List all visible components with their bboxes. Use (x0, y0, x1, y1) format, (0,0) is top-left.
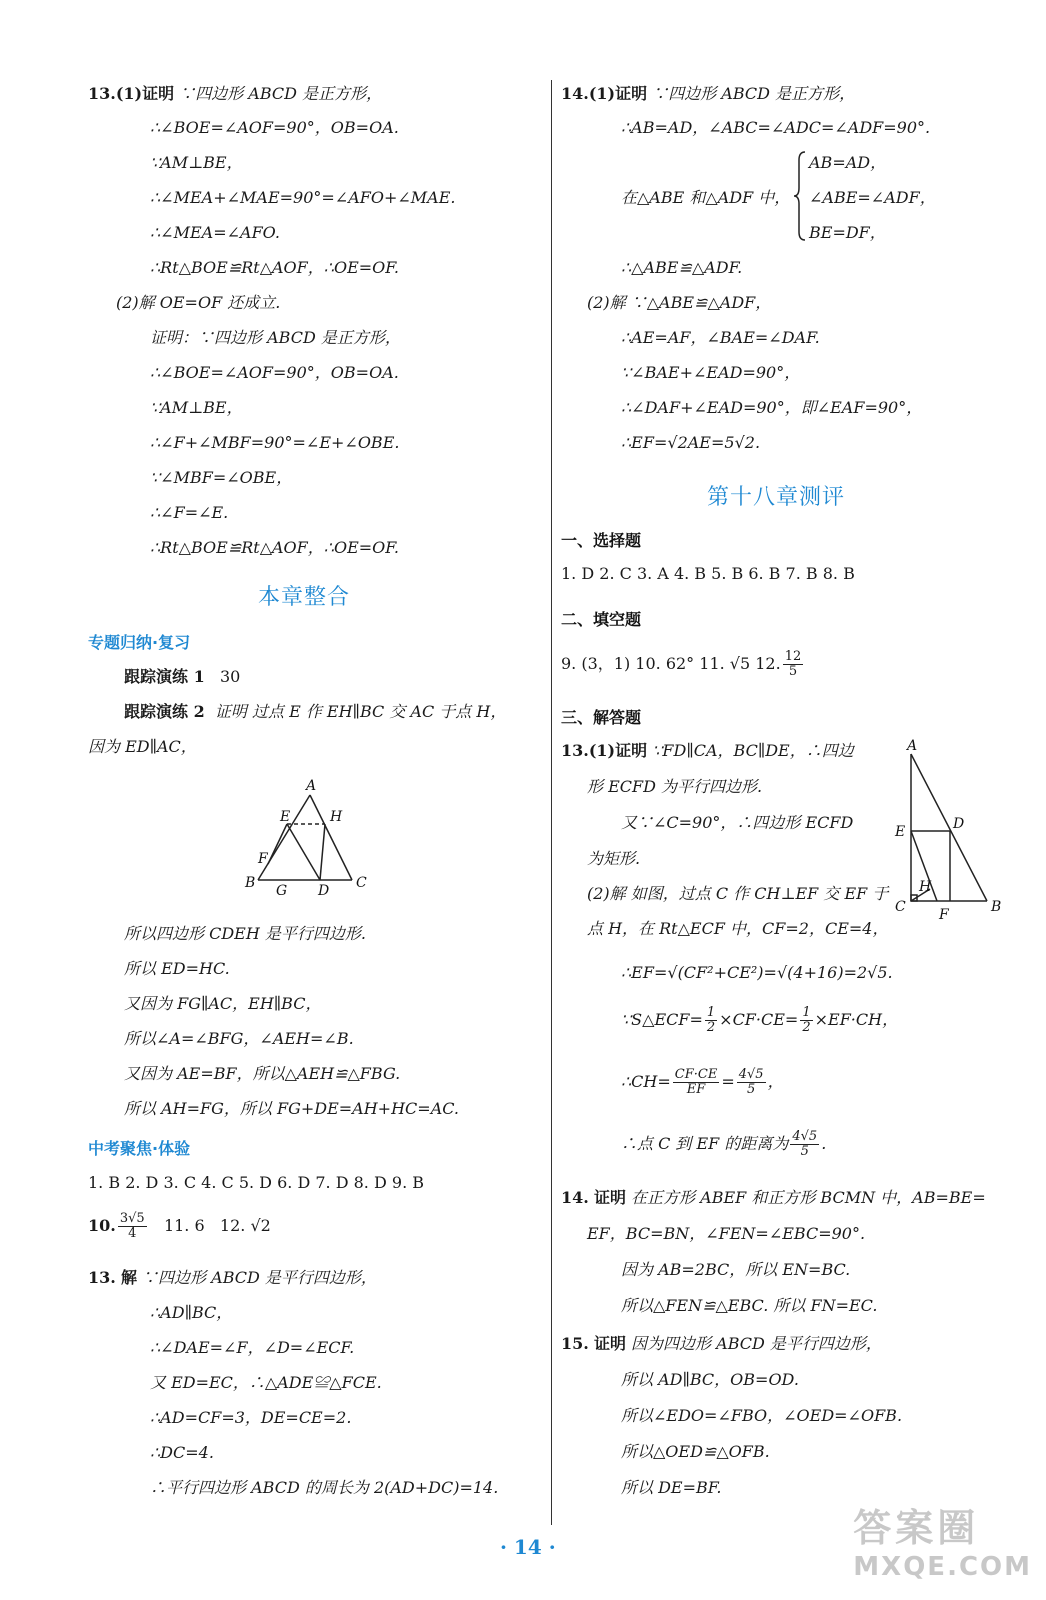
q14-system-line: ∠ABE=∠ADF， (809, 188, 936, 207)
q13b-line: 又 ED=EC，∴△ADE≌△FCE. (150, 1373, 382, 1392)
q13b-line: ∴AD=CF=3，DE=CE=2. (150, 1408, 352, 1427)
q13-line: (2)解 如图，过点 C 作 CH⊥EF 交 EF 于 (587, 884, 889, 903)
q13-line: ∵∠MBF=∠OBE， (150, 468, 293, 487)
q14b-line: 因为 AB=2BC，所以 EN=BC. (621, 1260, 851, 1279)
q14-line: ∴AE=AF，∠BAE=∠DAF. (621, 328, 820, 347)
q14-system-line: AB=AD， (809, 153, 887, 172)
practice-2-line: 因为 ED∥AC， (88, 737, 197, 756)
q15-line: 所以 DE=BF. (621, 1478, 722, 1497)
seg-fg (268, 824, 287, 864)
q13-line: ∴∠MEA+∠MAE=90°=∠AFO+∠MAE. (150, 188, 456, 207)
label-g: G (276, 883, 288, 899)
q14b-line: 所以△FEN≌△EBC. 所以 FN=EC. (621, 1296, 878, 1315)
q13-line: 点 H，在 Rt△ECF 中，CF=2，CE=4， (587, 919, 889, 938)
answer-row: 1. B 2. D 3. C 4. C 5. D 6. D 7. D 8. D 9. B (88, 1173, 424, 1192)
q14-line: (2)解 ∵△ABE≌△ADF， (587, 293, 772, 312)
q13-line: ∵AM⊥BE， (150, 153, 243, 172)
practice-2: 跟踪演练 2 证明 过点 E 作 EH∥BC 交 AC 于点 H， (124, 702, 507, 721)
section-title: 第十八章测评 (707, 485, 846, 510)
q13-line: ∴∠MEA=∠AFO. (150, 223, 280, 242)
proof-line: 所以四边形 CDEH 是平行四边形. (124, 924, 366, 943)
q13-line: ∴∠F=∠E. (150, 503, 229, 522)
fraction: $\frac{12}{5}$ (784, 649, 802, 679)
q13-line: 为矩形. (587, 849, 641, 868)
subsection-title: 中考聚焦·体验 (88, 1139, 191, 1158)
label-e: E (280, 809, 291, 825)
answer-row-2: 10. $\frac{3√5}{4}$ 11. 6 12. √2 (88, 1211, 271, 1241)
label-h: H (330, 809, 343, 825)
fill-answers: 9. (3，1) 10. 62° 11. √5 12. $\frac{12}{5}$ (561, 649, 802, 679)
q13-line: (2)解 OE=OF 还成立. (116, 293, 281, 312)
q15-line: 所以∠EDO=∠FBO，∠OED=∠OFB. (621, 1406, 903, 1425)
q14b-line: EF，BC=BN，∠FEN=∠EBC=90°. (587, 1224, 866, 1243)
q13-line: ∴∠BOE=∠AOF=90°，OB=OA. (150, 363, 399, 382)
fraction: $\frac{3√5}{4}$ (119, 1211, 145, 1241)
q13b-line: 13. 解 ∵四边形 ABCD 是平行四边形， (88, 1268, 377, 1287)
watermark: 答案圈 MXQE.COM (853, 1506, 1032, 1582)
q15-line: 所以△OED≌△OFB. (621, 1442, 770, 1461)
column-divider (551, 80, 552, 1525)
brace (793, 150, 807, 242)
q13b-line: ∴平行四边形 ABCD 的周长为 2(AD+DC)=14. (150, 1478, 499, 1497)
fraction: $\frac{1}{2}$ (706, 1005, 716, 1035)
part-heading: 一、选择题 (561, 531, 642, 550)
mc-answers: 1. D 2. C 3. A 4. B 5. B 6. B 7. B 8. B (561, 564, 855, 583)
side-ac (310, 795, 352, 880)
proof-line: 又因为 AE=BF，所以△AEH≌△FBG. (124, 1064, 401, 1083)
q13-line: 证明：∵四边形 ABCD 是正方形， (150, 328, 401, 347)
label-b: B (991, 899, 1002, 915)
part-heading: 三、解答题 (561, 708, 642, 727)
label-d: D (318, 883, 330, 899)
label-f: F (258, 851, 268, 867)
q13-line: ∴Rt△BOE≌Rt△AOF，∴OE=OF. (150, 538, 399, 557)
q13-line: 13.(1)证明 ∵FD∥CA，BC∥DE，∴四边 (561, 741, 854, 760)
q13-line: ∴点 C 到 EF 的距离为 $\frac{4√5}{5}$ . (621, 1129, 827, 1159)
q14-line: ∵∠BAE+∠EAD=90°， (621, 363, 801, 382)
q13-line: 13.(1)证明 ∵四边形 ABCD 是正方形， (88, 84, 383, 103)
practice-1: 跟踪演练 1 30 (124, 667, 241, 686)
proof-line: 所以 AH=FG，所以 FG+DE=AH+HC=AC. (124, 1099, 460, 1118)
q14b-line: 14. 证明 在正方形 ABEF 和正方形 BCMN 中，AB=BE= (561, 1188, 986, 1207)
q14-system-line: BE=DF， (809, 223, 886, 242)
q13-line: 又∵∠C=90°，∴四边形 ECFD (621, 813, 854, 832)
fraction: $\frac{1}{2}$ (802, 1005, 811, 1035)
fraction: $\frac{4√5}{5}$ (792, 1129, 818, 1159)
q15-line: 15. 证明 因为四边形 ABCD 是平行四边形， (561, 1334, 882, 1353)
section-title: 本章整合 (258, 585, 351, 610)
triangle-figure (230, 775, 380, 900)
q13-line: ∴∠BOE=∠AOF=90°，OB=OA. (150, 118, 399, 137)
q13-line: ∴EF=√(CF²+CE²)=√(4+16)=2√5. (621, 963, 893, 982)
q14-line: ∴AB=AD，∠ABC=∠ADC=∠ADF=90°. (621, 118, 931, 137)
q13-line: ∵S△ECF= $\frac{1}{2}$ ×CF·CE= $\frac{1}{2}$ ×EF·CH， (621, 1005, 899, 1035)
label-h: H (919, 879, 932, 895)
q13-line: ∵AM⊥BE， (150, 398, 243, 417)
label-a: A (306, 778, 317, 794)
fraction: $\frac{4√5}{5}$ (738, 1067, 764, 1097)
label-a: A (907, 738, 918, 754)
label-b: B (245, 875, 256, 891)
q13-line: ∴CH= $\frac{CF\cdot CE}{EF}$ = $\frac{4√5}{5}$ ， (621, 1067, 784, 1097)
seg-hd (320, 824, 325, 880)
q15-line: 所以 AD∥BC，OB=OD. (621, 1370, 799, 1389)
fraction: $\frac{CF\cdot CE}{EF}$ (674, 1067, 718, 1097)
q14-system-intro: 在△ABE 和△ADF 中， (621, 188, 791, 207)
right-column (557, 0, 1046, 1600)
rectangle-figure (887, 736, 1007, 926)
label-d: D (953, 816, 965, 832)
q13b-line: ∴∠DAE=∠F，∠D=∠ECF. (150, 1338, 355, 1357)
q13b-line: ∴DC=4. (150, 1443, 214, 1462)
label-e: E (895, 824, 906, 840)
label-c: C (356, 875, 367, 891)
q14-line: ∴△ABE≌△ADF. (621, 258, 743, 277)
proof-line: 又因为 FG∥AC，EH∥BC， (124, 994, 322, 1013)
side-ab (258, 795, 310, 880)
proof-line: 所以 ED=HC. (124, 959, 230, 978)
q13-line: ∴∠F+∠MBF=90°=∠E+∠OBE. (150, 433, 400, 452)
part-heading: 二、填空题 (561, 610, 642, 629)
q14-line: ∴EF=√2AE=5√2. (621, 433, 761, 452)
subsection-title: 专题归纳·复习 (88, 633, 191, 652)
page-number: · 14 · (500, 1535, 556, 1559)
label-f: F (939, 907, 949, 923)
seg-ed (287, 824, 320, 880)
proof-line: 所以∠A=∠BFG，∠AEH=∠B. (124, 1029, 354, 1048)
label-c: C (895, 899, 906, 915)
q14-line: 14.(1)证明 ∵四边形 ABCD 是正方形， (561, 84, 856, 103)
q13-line: 形 ECFD 为平行四边形. (587, 777, 763, 796)
q13b-line: ∴AD∥BC， (150, 1303, 233, 1322)
q13-line: ∴Rt△BOE≌Rt△AOF，∴OE=OF. (150, 258, 399, 277)
q14-line: ∴∠DAF+∠EAD=90°，即∠EAF=90°， (621, 398, 923, 417)
